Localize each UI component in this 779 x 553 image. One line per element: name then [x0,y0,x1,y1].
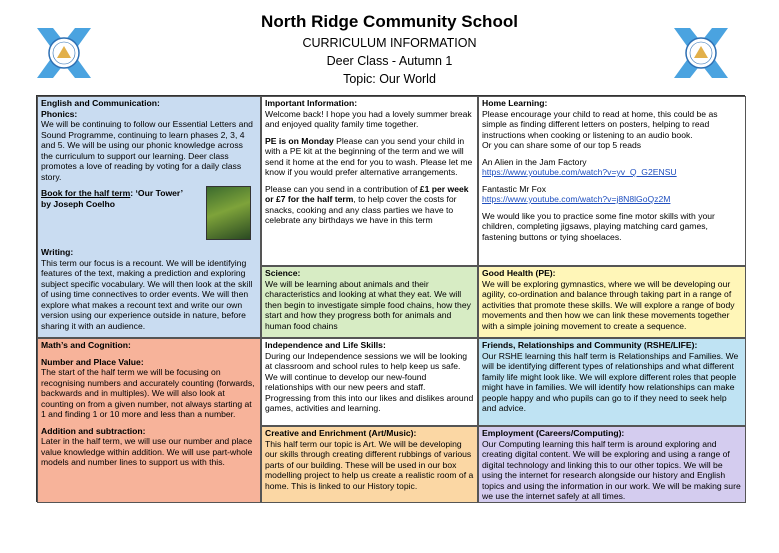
independence-text-2: Progressing from this into our likes and dislikes around games, activities and learning. [265,392,474,413]
science-text: We will be learning about animals and their characteristics and looking at what they eat. We will then begin to investigate simple food chains, how they start and how they progress both for animals and human food chains [265,278,471,331]
book-of-term [41,188,257,209]
pe-paragraph [265,136,474,178]
computing-cell [478,426,746,503]
science-heading: Science: [265,268,301,278]
addition-heading: Addition and subtraction: [41,425,146,436]
english-cell [37,96,261,338]
art-text: This half term our topic is Art. We will be developing our skills through creating different rubbings of various parts of our building. These will be used in our box modelling project to help us create a realistic room of a home. This is linked to our History topic. [265,438,474,491]
book-1-link[interactable]: https://www.youtube.com/watch?v=yv_Q_G2ENSU [482,167,677,177]
art-cell [261,426,478,503]
english-heading: English and Communication: [41,98,160,108]
pe-kit-text: Please can you send your child in with a PE kit at the beginning of the term and we will send it home at the end for you to wash. Please let me know if you would prefer alternative arrangements. [265,135,473,177]
contribution-text-c: , to help cover the costs for snacks, cooking and any class parties we have to celebrate any birthdays we have in this term [265,194,457,225]
rshe-cell [478,338,746,426]
place-value-heading: Number and Place Value: [41,356,144,367]
class-term-line: Deer Class - Autumn 1 [326,54,453,68]
curriculum-info-line: CURRICULUM INFORMATION [302,36,477,50]
document-header [0,0,779,95]
book-title: : ‘Our Tower’ [130,188,183,198]
science-cell [261,266,478,338]
school-logo-right [670,22,732,84]
home-learning-cell [478,96,746,266]
writing-text: This term our focus is a recount. We will be identifying features of the text, making a prediction and exploring subject specific vocabulary. We will then look at the skill of using time connectives to order events. We will then explore what makes a recount text and write our own version using our experience outside in nature, before sharing it with an audience. [41,257,253,331]
independence-text: During our Independence sessions we will be looking at classroom and school rules to help keep us safe. We will continue to develop our new-found relationships with our new peers and staff. [265,350,468,392]
maths-cell [37,338,261,503]
book-author: by Joseph Coelho [41,198,116,209]
motor-skills-text: We would like you to practice some fine motor skills with your children, completing jigsaws, playing matching card games, fastening buttons or tying shoelaces. [482,210,715,242]
phonics-text: We will be continuing to follow our Essential Letters and Sound Programme, continuing to learn phases 2, 3, 4 and 5. We will be using our phonic knowledge across the curriculum to support our learning. Deer class promotes a love of reading by voting for a daily class story. [41,119,253,182]
book-2-link[interactable]: https://www.youtube.com/watch?v=j8N8lGoQz2M [482,194,671,204]
rshe-text: Our RSHE learning this half term is Relationships and Families. We will be identifying different types of relationships and what different family life might look like. We will explore different roles that people might have in families. We will identify how relationships can make people happy and who pupils can go to if they need to seek help and advice. [482,350,739,413]
home-text-2: Or you can share some of our top 5 reads [482,140,642,150]
book-cover-image [206,186,251,240]
pe-text: We will be exploring gymnastics, where we will be developing our agility, co-ordination and balance through taking part in a range of activities that promote these skills. We will explore a range of body movements and then how we can link these movements together with a simple joining movement to create a sequence. [482,278,735,331]
independence-cell [261,338,478,426]
contribution-amount: £1 per week or £7 for the half term [265,183,469,204]
computing-heading: Employment (Careers/Computing): [482,428,625,438]
book-1-title: An Alien in the Jam Factory [482,156,587,167]
topic-line: Topic: Our World [343,72,436,86]
pe-heading: Good Health (PE): [482,268,556,278]
pe-day-label: PE is on Monday [265,135,334,146]
maths-heading: Math’s and Cognition: [41,340,131,350]
welcome-text: Welcome back! I hope you had a lovely summer break and enjoyed quality family time together. [265,108,472,129]
addition-text: Later in the half term, we will use our number and place value knowledge within addition. We will use part-whole models and number lines to support us with this. [41,436,253,467]
home-text: Please encourage your child to read at home, this could be as simple as finding different letters on posters, helping to read instructions when cooking or listening to an audio book. [482,108,718,140]
important-info-cell [261,96,478,266]
pe-cell [478,266,746,338]
info-heading: Important Information: [265,98,358,108]
rshe-heading: Friends, Relationships and Community (RSHE/LIFE): [482,340,698,350]
contribution-paragraph [265,184,474,226]
independence-heading: Independence and Life Skills: [265,340,386,350]
writing-heading: Writing: [41,247,74,257]
home-heading: Home Learning: [482,98,548,108]
contribution-text-a: Please can you send in a contribution of [265,183,420,194]
book-label: Book for the half term [41,188,131,198]
book-2-title: Fantastic Mr Fox [482,183,546,194]
computing-text: Our Computing learning this half term is around exploring and creating digital content. We will be exploring and using a range of digital technology and linking this to our other topics. We will be using the internet for research alongside our history and English topics and using the information in our work. We will be making sure we use the internet safely at all times. [482,438,741,501]
place-value-text: The start of the half term we will be focusing on recognising numbers and accurately counting (forwards, backwards and in multiples). We will also look at counting on from a given number, not always starting at 1 and finding 1 or 10 more and less than a number. [41,367,255,419]
phonics-heading: Phonics: [41,108,78,119]
curriculum-grid [36,95,745,502]
art-heading: Creative and Enrichment (Art/Music): [265,428,417,438]
school-name: North Ridge Community School [261,12,518,31]
